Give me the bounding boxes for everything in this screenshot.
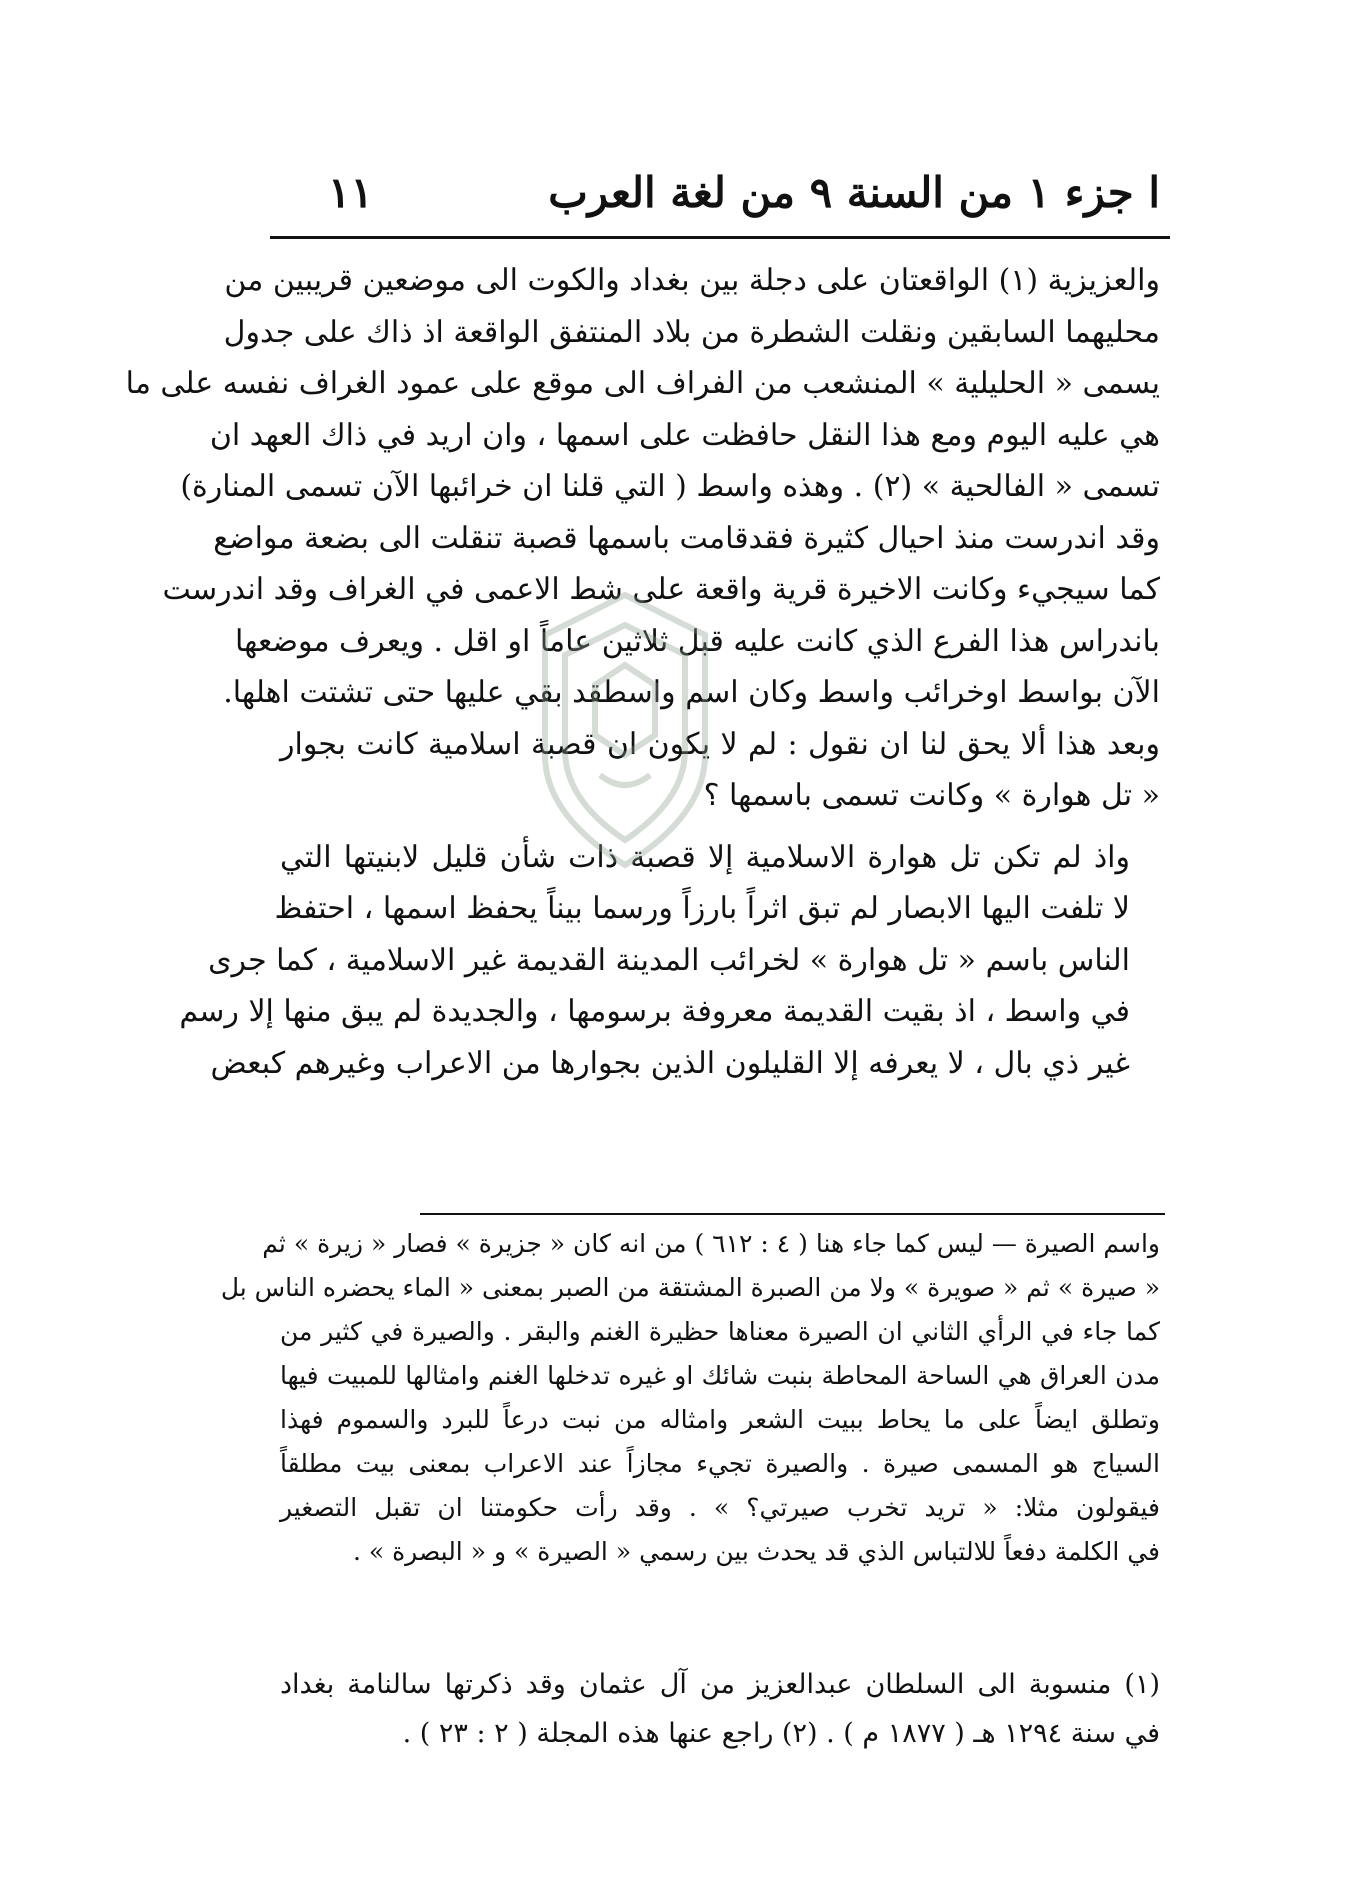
note-line: مدن العراق هي الساحة المحاطة بنبت شائك او غيره تدخلها الغنم وامثالها للمبيت فيها — [280, 1361, 1160, 1390]
text-line: في واسط ، اذ بقيت القديمة معروفة برسومها ، والجديدة لم يبق منها إلا رسم — [179, 994, 1130, 1029]
text-line: باندراس هذا الفرع الذي كانت عليه قبل ثلاثين عاماً او اقل . ويعرف موضعها — [235, 623, 1160, 659]
note-line: في الكلمة دفعاً للالتباس الذي قد يحدث بين رسمي « الصيرة » و « البصرة » . — [352, 1537, 1160, 1566]
text-line: كما سيجيء وكانت الاخيرة قرية واقعة على شط الاعمى في الغراف وقد اندرست — [162, 572, 1160, 607]
notes-rule — [420, 1213, 1165, 1215]
note-line: واسم الصيرة — ليس كما جاء هنا ( ٤ : ٦١٢ ) من انه كان « جزيرة » فصار « زيرة » ثم — [262, 1229, 1160, 1258]
text-line: لا تلفت اليها الابصار لم تبق اثراً بارزاً ورسما بيناً يحفظ اسمها ، احتفظ — [274, 891, 1130, 926]
footnote-line: في سنة ١٢٩٤ هـ ( ١٨٧٧ م ) . (٢) راجع عنها هذه المجلة ( ٢ : ٢٣ ) . — [402, 1718, 1160, 1749]
text-line: الناس باسم « تل هوارة » لخرائب المدينة القديمة غير الاسلامية ، كما جرى — [208, 942, 1130, 978]
text-line: الآن بواسط اوخرائب واسط وكان اسم واسطقد بقي عليها حتى تشتت اهلها. — [223, 675, 1160, 710]
running-title: ا جزء ١ من السنة ٩ من لغة العرب — [548, 168, 1160, 217]
page-number: ١١ — [328, 168, 374, 217]
page-header — [280, 160, 1160, 230]
text-line: واذ لم تكن تل هوارة الاسلامية إلا قصبة ذات شأن قليل لابنيتها التي — [280, 839, 1130, 875]
text-line: غير ذي بال ، لا يعرفه إلا القليلون الذين بجوارها من الاعراب وغيرهم كبعض — [210, 1045, 1130, 1081]
footnote-line: (١) منسوبة الى السلطان عبدالعزيز من آل عثمان وقد ذكرتها سالنامة بغداد — [280, 1669, 1160, 1700]
library-seal-icon — [505, 585, 745, 885]
text-line: تسمى « الفالحية » (٢) . وهذه واسط ( التي قلنا ان خرائبها الآن تسمى المنارة) — [180, 469, 1160, 504]
note-line: كما جاء في الرأي الثاني ان الصيرة معناها حظيرة الغنم والبقر . والصيرة في كثير من — [280, 1317, 1160, 1346]
note-line: وتطلق ايضاً على ما يحاط ببيت الشعر وامثاله من نبت درعاً للبرد والسموم فهذا — [280, 1405, 1160, 1434]
footnotes-block — [280, 1660, 1160, 1758]
text-line: وقد اندرست منذ احيال كثيرة فقدقامت باسمها قصبة تنقلت الى بضعة مواضع — [213, 520, 1160, 556]
text-line: هي عليه اليوم ومع هذا النقل حافظت على اسمها ، وان اريد في ذاك العهد ان — [209, 417, 1160, 453]
text-line: يسمى « الحليلية » المنشعب من الفراف الى موقع على عمود الغراف نفسه على ما — [125, 366, 1160, 401]
text-line: والعزيزية (١) الواقعتان على دجلة بين بغداد والكوت الى موضعين قريبين من — [224, 263, 1160, 298]
note-line: « صيرة » ثم « صويرة » ولا من الصبرة المشتقة من الصبر بمعنى « الماء يحضره الناس بل — [220, 1273, 1160, 1302]
notes-block — [220, 1222, 1160, 1574]
note-line: السياج هو المسمى صيرة . والصيرة تجيء مجازاً عند الاعراب بمعنى بيت مطلقاً — [280, 1449, 1160, 1478]
note-line: فيقولون مثلا: « تريد تخرب صيرتي؟ » . وقد رأت حكومتنا ان تقبل التصغير — [280, 1493, 1160, 1522]
text-line: محليهما السابقين ونقلت الشطرة من بلاد المنتفق الواقعة اذ ذاك على جدول — [223, 314, 1160, 350]
header-rule — [270, 236, 1170, 239]
text-line: « تل هوارة » وكانت تسمى باسمها ؟ — [703, 778, 1160, 813]
text-line: وبعد هذا ألا يحق لنا ان نقول : لم لا يكون ان قصبة اسلامية كانت بجوار — [280, 726, 1160, 762]
